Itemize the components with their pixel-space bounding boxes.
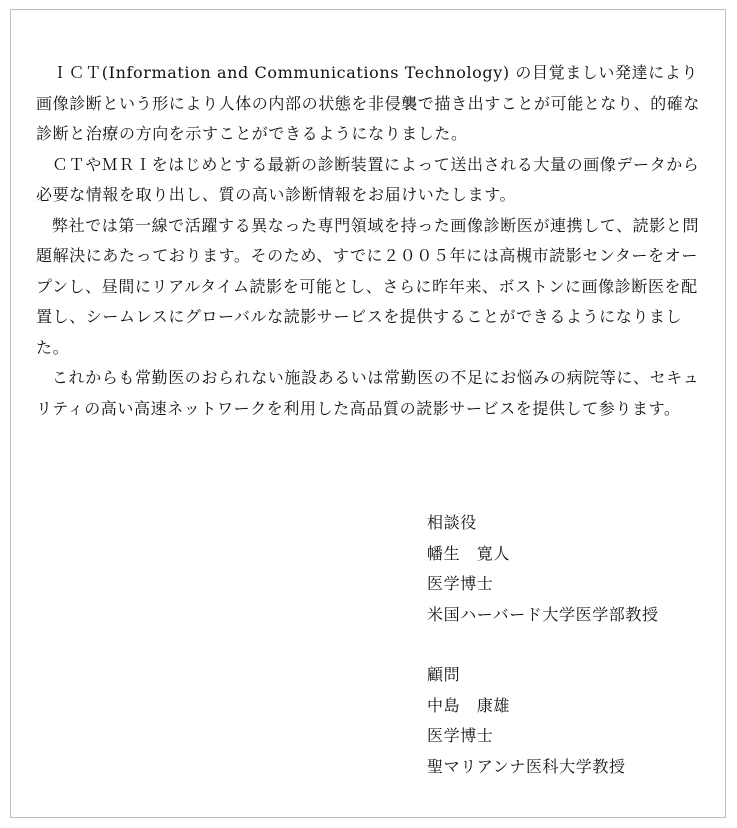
signatory-name: 中島 康雄 [427,695,511,715]
paragraph-diagnostics: ＣＴやＭＲＩをはじめとする最新の診断装置によって送出される大量の画像データから必要な情報を取り出し、質の高い診断情報をお届けいたします。 [36,154,700,204]
paragraph-team: 弊社では第一線で活躍する異なった専門領域を持った画像診断医が連携して、読影と問題解決にあたっております。そのため、すでに２００５年には高槻市読影センターをオープンし、昼間にリアルタイム読影を可能とし、さらに昨年来、ボストンに画像診断医を配置し、シームレスにグローバルな読影サービスを提供することができるようになりました。 [36,215,700,357]
signatory-degree: 医学博士 [427,726,494,745]
signature-section [427,508,659,782]
signatory-role: 相談役 [427,513,477,532]
message-body [36,58,708,424]
signatory-degree: 医学博士 [427,574,494,593]
paragraph-intro: ＩＣＴ(Information and Communications Technology) の目覚ましい発達により画像診断という形により人体の内部の状態を非侵襲で描き出すことが可能となり、的確な診断と治療の方向を示すことができるようになりました。 [36,63,701,143]
signatory-advisor [427,508,659,630]
signatory-consultant [427,660,659,782]
signatory-affiliation: 聖マリアンナ医科大学教授 [427,756,626,776]
signatory-affiliation: 米国ハーバード大学医学部教授 [427,604,659,624]
paragraph-future: これからも常勤医のおられない施設あるいは常勤医の不足にお悩みの病院等に、セキュリティの高い高速ネットワークを利用した高品質の読影サービスを提供して参ります。 [36,368,700,418]
signatory-role: 顧問 [427,665,461,684]
signatory-name: 幡生 寛人 [427,543,511,563]
